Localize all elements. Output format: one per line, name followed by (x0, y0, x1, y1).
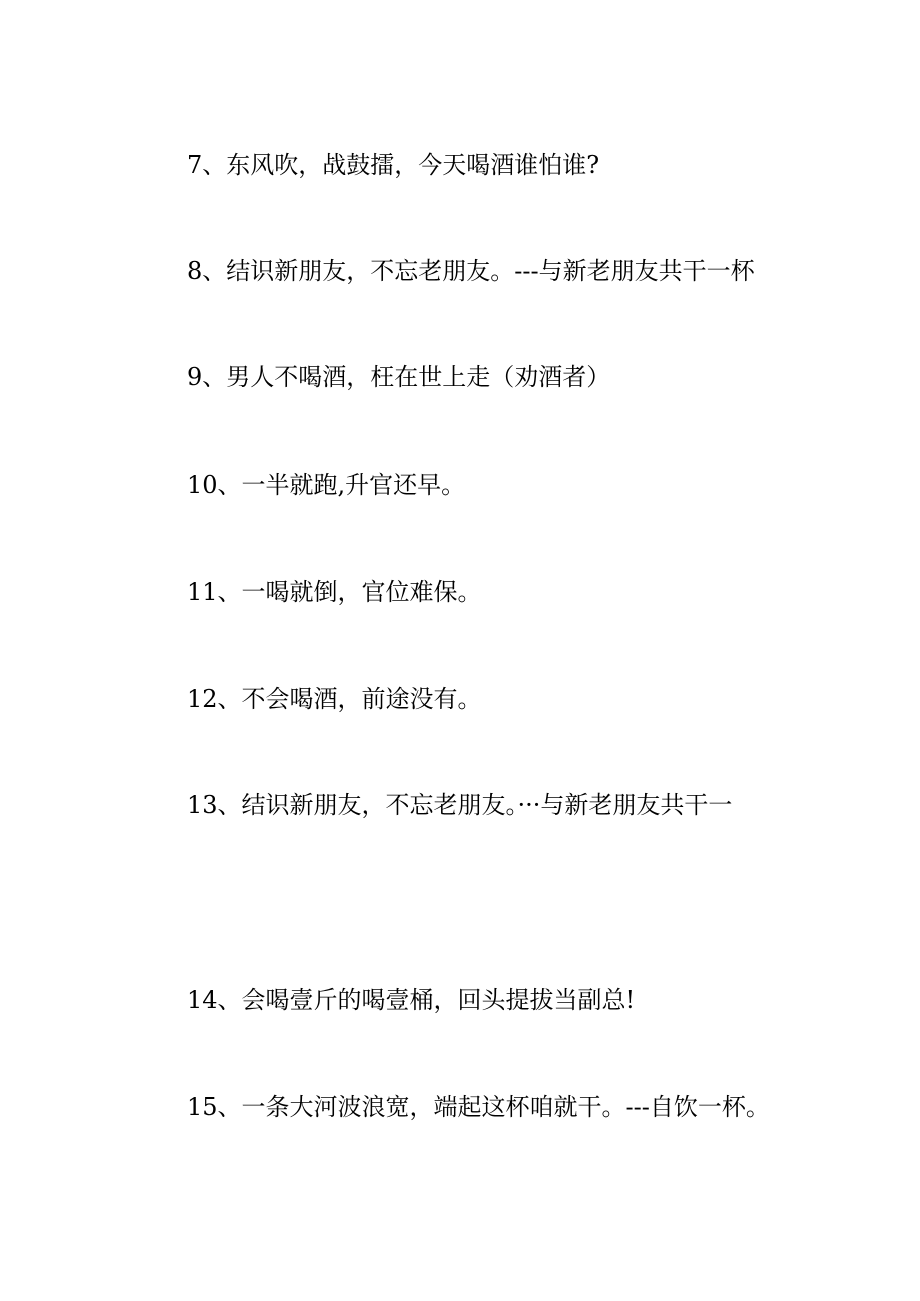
text-line-12: 12、不会喝酒，前途没有。 (187, 685, 482, 713)
text-line-11: 11、一喝就倒，官位难保。 (187, 578, 482, 606)
text-line-7: 7、东风吹，战鼓擂，今天喝酒谁怕谁? (187, 151, 600, 179)
text-line-9: 9、男人不喝酒，枉在世上走（劝酒者） (187, 363, 611, 391)
text-line-8: 8、结识新朋友，不忘老朋友。---与新老朋友共干一杯 (187, 257, 755, 285)
text-line-13: 13、结识新朋友，不忘老朋友。···与新老朋友共干一 (187, 791, 733, 819)
text-line-15: 15、一条大河波浪宽，端起这杯咱就干。---自饮一杯。 (187, 1093, 770, 1121)
text-line-10: 10、一半就跑,升官还早。 (187, 471, 466, 499)
text-line-14: 14、会喝壹斤的喝壹桶，回头提拔当副总! (187, 986, 636, 1014)
